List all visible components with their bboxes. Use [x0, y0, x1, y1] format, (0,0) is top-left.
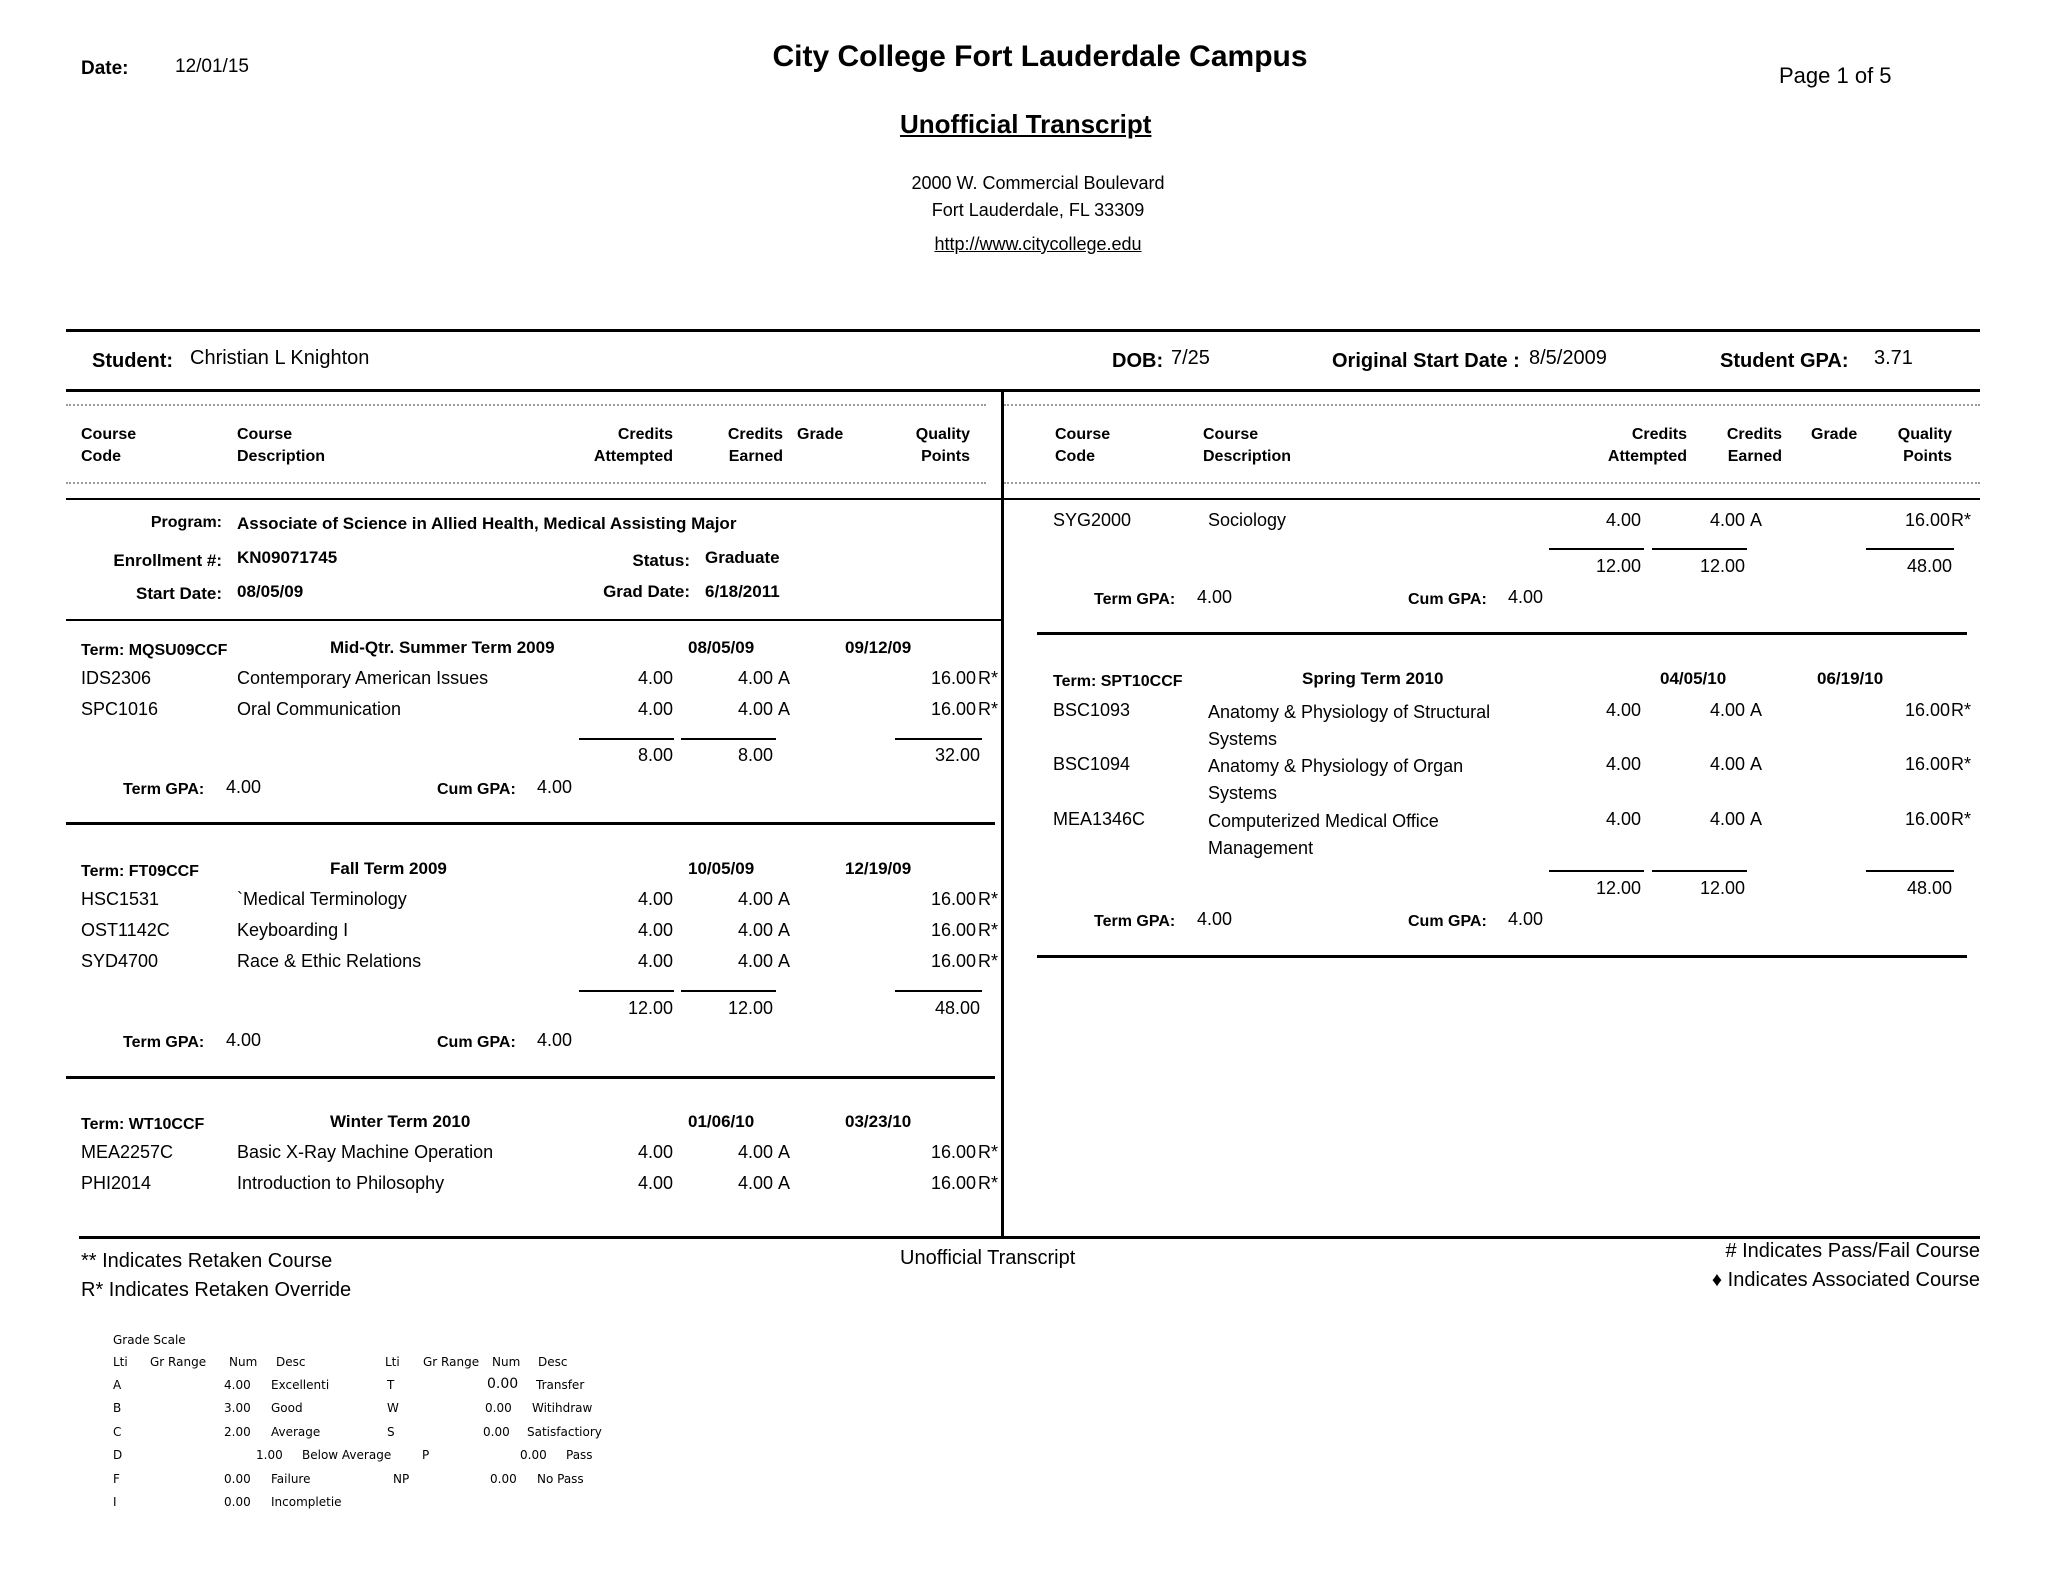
grade-desc: Witihdraw [532, 1401, 593, 1415]
grade-num: 3.00 [224, 1401, 251, 1415]
grade-num: 0.00 [224, 1472, 251, 1486]
grade-letter: D [113, 1448, 123, 1462]
course-code: OST1142C [81, 920, 170, 940]
start-date-value: 08/05/09 [237, 582, 304, 601]
col-quality-2: Points [921, 448, 970, 465]
term-gpa-value: 4.00 [1197, 909, 1233, 929]
page-indicator: Page 1 of 5 [1779, 63, 1892, 88]
total-attempted: 8.00 [637, 745, 673, 765]
col-quality-1: Quality [915, 426, 970, 443]
total-rule [895, 738, 982, 740]
col-quality-2-r: Points [1903, 448, 1952, 465]
quality-points: 16.00 [1904, 754, 1950, 774]
term-name: Spring Term 2010 [1302, 669, 1444, 688]
total-quality-points: 48.00 [1906, 878, 1952, 898]
grade-desc: Pass [566, 1448, 593, 1462]
term-separator [1037, 955, 1967, 958]
col-credits-earned-1: Credits [727, 426, 783, 443]
col-credits-earned-2-r: Earned [1727, 448, 1782, 465]
grad-date-label: Grad Date: [603, 582, 690, 601]
total-rule [1549, 870, 1644, 872]
term-separator [66, 1076, 995, 1079]
term-gpa-label: Term GPA: [1094, 591, 1176, 608]
status-label: Status: [632, 551, 690, 570]
col-course-desc-1-r: Course [1203, 426, 1259, 443]
address-line-2: Fort Lauderdale, FL 33309 [931, 200, 1145, 220]
cum-gpa-label: Cum GPA: [437, 781, 516, 798]
cum-gpa-value: 4.00 [1508, 587, 1544, 607]
credits-attempted: 4.00 [637, 699, 673, 719]
term-label: Term: MQSU09CCF [81, 642, 228, 659]
total-rule [579, 990, 674, 992]
grade-desc: Transfer [536, 1378, 585, 1392]
grade-letter: A [113, 1378, 122, 1392]
grade-scale-header-range: Gr Range [150, 1355, 207, 1369]
col-course-code-1: Course [81, 426, 137, 443]
total-earned: 12.00 [727, 998, 773, 1018]
course-code: MEA2257C [81, 1142, 174, 1162]
start-date-label: Start Date: [136, 584, 222, 603]
retake-flag: R* [978, 920, 999, 940]
retake-flag: R* [1951, 754, 1972, 774]
student-name: Christian L Knighton [190, 347, 370, 369]
credits-earned: 4.00 [737, 1173, 773, 1193]
term-name: Mid-Qtr. Summer Term 2009 [330, 638, 555, 657]
course-desc: `Medical Terminology [237, 889, 407, 909]
grade-scale-header-lti-2: Lti [385, 1355, 400, 1369]
credits-earned: 4.00 [737, 1142, 773, 1162]
total-rule [1652, 870, 1747, 872]
term-gpa-label: Term GPA: [123, 1034, 205, 1051]
col-quality-1-r: Quality [1897, 426, 1952, 443]
credits-earned: 4.00 [1709, 754, 1745, 774]
term-gpa-label: Term GPA: [1094, 913, 1176, 930]
grade-scale-header-desc-2: Desc [538, 1355, 568, 1369]
student-bar-top-rule [66, 329, 1980, 332]
col-course-desc-2: Description [237, 448, 326, 465]
address-line-1: 2000 W. Commercial Boulevard [911, 173, 1165, 193]
term-name: Fall Term 2009 [330, 859, 447, 878]
grade-letter: P [422, 1448, 430, 1462]
credits-attempted: 4.00 [637, 951, 673, 971]
total-attempted: 12.00 [1595, 556, 1641, 576]
grade-letter: C [113, 1425, 122, 1439]
term-separator [66, 822, 995, 825]
grade-desc: Excellenti [271, 1378, 330, 1392]
credits-attempted: 4.00 [1605, 809, 1641, 829]
term-gpa-value: 4.00 [226, 1030, 262, 1050]
total-attempted: 12.00 [1595, 878, 1641, 898]
dob-label: DOB: [1112, 350, 1164, 372]
term-start: 10/05/09 [688, 859, 755, 878]
term-end: 12/19/09 [845, 859, 912, 878]
original-start-label: Original Start Date : [1332, 350, 1520, 372]
program-name: Associate of Science in Allied Health, Medical Assisting Major [237, 514, 737, 533]
course-desc: Keyboarding I [237, 920, 349, 940]
retaken-override-note: R* Indicates Retaken Override [81, 1279, 352, 1301]
grade-desc: Satisfactiory [527, 1425, 602, 1439]
col-course-code-2: Code [81, 448, 121, 465]
total-rule [1549, 548, 1644, 550]
quality-points: 16.00 [930, 951, 976, 971]
grade: A [1750, 700, 1763, 720]
total-rule [579, 738, 674, 740]
total-rule [1866, 870, 1954, 872]
grad-date-value: 6/18/2011 [705, 582, 780, 601]
original-start-value: 8/5/2009 [1529, 347, 1607, 369]
term-gpa-label: Term GPA: [123, 781, 205, 798]
credits-earned: 4.00 [1709, 700, 1745, 720]
course-code: SPC1016 [81, 699, 159, 719]
col-course-desc-1: Course [237, 426, 293, 443]
credits-attempted: 4.00 [637, 1142, 673, 1162]
grade-desc: No Pass [537, 1472, 584, 1486]
total-attempted: 12.00 [627, 998, 673, 1018]
left-header-rule [66, 498, 1003, 500]
date-label: Date: [81, 58, 129, 79]
total-rule [681, 738, 776, 740]
student-bar-bottom-rule [66, 389, 1980, 392]
term-separator [1037, 632, 1967, 635]
course-desc: Contemporary American Issues [237, 668, 489, 688]
total-quality-points: 48.00 [1906, 556, 1952, 576]
grade-num: 0.00 [487, 1376, 519, 1392]
retake-flag: R* [978, 699, 999, 719]
cum-gpa-label: Cum GPA: [1408, 913, 1487, 930]
total-earned: 8.00 [737, 745, 773, 765]
col-credits-earned-2: Earned [728, 448, 783, 465]
header-dotted-rule-bottom-left [66, 482, 986, 484]
col-course-code-1-r: Course [1055, 426, 1111, 443]
grade: A [778, 951, 791, 971]
course-code: IDS2306 [81, 668, 152, 688]
right-header-rule [1003, 498, 1980, 500]
retake-flag: R* [1951, 700, 1972, 720]
quality-points: 16.00 [930, 1173, 976, 1193]
course-desc: Anatomy & Physiology of Structural [1208, 702, 1491, 722]
course-code: MEA1346C [1053, 809, 1146, 829]
term-end: 09/12/09 [845, 638, 912, 657]
column-divider [1001, 390, 1004, 1238]
course-code: BSC1094 [1053, 754, 1131, 774]
term-gpa-value: 4.00 [226, 777, 262, 797]
course-desc-cont: Management [1208, 838, 1314, 858]
course-code: HSC1531 [81, 889, 160, 909]
grade-num: 1.00 [256, 1448, 283, 1462]
course-desc: Anatomy & Physiology of Organ [1208, 756, 1464, 776]
total-quality-points: 32.00 [934, 745, 980, 765]
grade-scale-header-range-2: Gr Range [423, 1355, 480, 1369]
document-title: Unofficial Transcript [900, 109, 1152, 139]
grade-letter: S [387, 1425, 395, 1439]
grade-num: 2.00 [224, 1425, 251, 1439]
term-end: 03/23/10 [845, 1112, 912, 1131]
grade-desc: Average [271, 1425, 321, 1439]
course-code: SYD4700 [81, 951, 159, 971]
total-quality-points: 48.00 [934, 998, 980, 1018]
grade-num: 4.00 [224, 1378, 251, 1392]
col-grade: Grade [797, 426, 844, 443]
quality-points: 16.00 [930, 889, 976, 909]
course-desc: Introduction to Philosophy [237, 1173, 445, 1193]
header-dotted-rule-top-right [1004, 404, 1980, 406]
retake-flag: R* [1951, 510, 1972, 530]
col-course-code-2-r: Code [1055, 448, 1095, 465]
student-gpa-value: 3.71 [1874, 347, 1913, 369]
grade-desc: Incompletie [271, 1495, 342, 1509]
header-dotted-rule-top-left [66, 404, 986, 406]
footer-top-rule [79, 1236, 1980, 1239]
quality-points: 16.00 [1904, 809, 1950, 829]
credits-attempted: 4.00 [1605, 754, 1641, 774]
cum-gpa-label: Cum GPA: [1408, 591, 1487, 608]
grade-desc: Good [271, 1401, 303, 1415]
pass-fail-note: # Indicates Pass/Fail Course [1725, 1240, 1980, 1262]
grade-letter: T [387, 1378, 395, 1392]
grade-desc: Failure [271, 1472, 311, 1486]
grade-desc: Below Average [302, 1448, 392, 1462]
total-rule [1866, 548, 1954, 550]
credits-attempted: 4.00 [1605, 700, 1641, 720]
retake-flag: R* [1951, 809, 1972, 829]
credits-attempted: 4.00 [637, 889, 673, 909]
col-grade-r: Grade [1811, 426, 1858, 443]
grade-letter: F [113, 1472, 120, 1486]
cum-gpa-value: 4.00 [1508, 909, 1544, 929]
grade-letter: W [387, 1401, 399, 1415]
course-code: BSC1093 [1053, 700, 1131, 720]
course-code: SYG2000 [1053, 510, 1132, 530]
footer-center-title: Unofficial Transcript [900, 1247, 1076, 1269]
credits-attempted: 4.00 [637, 1173, 673, 1193]
term-start: 01/06/10 [688, 1112, 755, 1131]
program-bottom-rule [66, 619, 1003, 621]
total-rule [681, 990, 776, 992]
grade-letter: I [113, 1495, 117, 1509]
total-earned: 12.00 [1699, 556, 1745, 576]
course-code: PHI2014 [81, 1173, 152, 1193]
student-gpa-label: Student GPA: [1720, 350, 1849, 372]
course-desc-cont: Systems [1208, 783, 1278, 803]
col-credits-att-1-r: Credits [1631, 426, 1687, 443]
credits-attempted: 4.00 [1605, 510, 1641, 530]
grade: A [778, 1173, 791, 1193]
grade: A [778, 699, 791, 719]
quality-points: 16.00 [1904, 510, 1950, 530]
term-label: Term: FT09CCF [81, 863, 199, 880]
credits-earned: 4.00 [737, 668, 773, 688]
credits-earned: 4.00 [737, 889, 773, 909]
credits-attempted: 4.00 [637, 920, 673, 940]
term-start: 08/05/09 [688, 638, 755, 657]
grade: A [778, 1142, 791, 1162]
term-label: Term: WT10CCF [81, 1116, 205, 1133]
grade-scale-header-num-2: Num [492, 1355, 521, 1369]
credits-attempted: 4.00 [637, 668, 673, 688]
dob-value: 7/25 [1171, 347, 1210, 369]
term-label: Term: SPT10CCF [1053, 673, 1183, 690]
term-gpa-value: 4.00 [1197, 587, 1233, 607]
grade-letter: B [113, 1401, 122, 1415]
quality-points: 16.00 [930, 699, 976, 719]
term-end: 06/19/10 [1817, 669, 1884, 688]
grade: A [778, 920, 791, 940]
grade-scale-title: Grade Scale [113, 1333, 186, 1347]
quality-points: 16.00 [930, 668, 976, 688]
cum-gpa-value: 4.00 [537, 777, 573, 797]
grade-scale-header-desc: Desc [276, 1355, 306, 1369]
status-value: Graduate [705, 548, 780, 567]
total-earned: 12.00 [1699, 878, 1745, 898]
total-rule [1652, 548, 1747, 550]
program-label: Program: [150, 514, 222, 531]
grade: A [1750, 510, 1763, 530]
enrollment-label: Enrollment #: [113, 551, 222, 570]
credits-earned: 4.00 [1709, 809, 1745, 829]
grade: A [1750, 809, 1763, 829]
cum-gpa-value: 4.00 [537, 1030, 573, 1050]
grade-num: 0.00 [483, 1425, 510, 1439]
grade-num: 0.00 [520, 1448, 547, 1462]
course-desc: Basic X-Ray Machine Operation [237, 1142, 494, 1162]
retake-flag: R* [978, 668, 999, 688]
total-rule [895, 990, 982, 992]
retaken-course-note: ** Indicates Retaken Course [81, 1250, 333, 1272]
col-credits-earned-1-r: Credits [1726, 426, 1782, 443]
retake-flag: R* [978, 951, 999, 971]
grade-num: 0.00 [224, 1495, 251, 1509]
header-dotted-rule-bottom-right [1004, 482, 1980, 484]
grade-num: 0.00 [490, 1472, 517, 1486]
credits-earned: 4.00 [737, 920, 773, 940]
quality-points: 16.00 [930, 920, 976, 940]
enrollment-number: KN09071745 [237, 548, 338, 567]
college-name: City College Fort Lauderdale Campus [772, 40, 1308, 73]
course-desc: Oral Communication [237, 699, 402, 719]
grade-letter: NP [393, 1472, 410, 1486]
associated-course-note: ♦ Indicates Associated Course [1711, 1269, 1980, 1291]
credits-earned: 4.00 [737, 951, 773, 971]
college-website-link[interactable] [838, 234, 1238, 255]
grade: A [778, 889, 791, 909]
college-url[interactable]: http://www.citycollege.edu [934, 234, 1142, 254]
term-name: Winter Term 2010 [330, 1112, 471, 1131]
retake-flag: R* [978, 889, 999, 909]
course-desc: Computerized Medical Office [1208, 811, 1439, 831]
grade: A [778, 668, 791, 688]
term-start: 04/05/10 [1660, 669, 1727, 688]
date-value: 12/01/15 [175, 56, 249, 77]
quality-points: 16.00 [930, 1142, 976, 1162]
col-credits-att-2-r: Attempted [1607, 448, 1687, 465]
course-desc: Sociology [1208, 510, 1287, 530]
credits-earned: 4.00 [737, 699, 773, 719]
cum-gpa-label: Cum GPA: [437, 1034, 516, 1051]
course-desc-cont: Systems [1208, 729, 1278, 749]
grade-scale-header-num: Num [229, 1355, 258, 1369]
credits-earned: 4.00 [1709, 510, 1745, 530]
quality-points: 16.00 [1904, 700, 1950, 720]
col-credits-att-1: Credits [617, 426, 673, 443]
grade-num: 0.00 [485, 1401, 512, 1415]
retake-flag: R* [978, 1142, 999, 1162]
col-credits-att-2: Attempted [593, 448, 673, 465]
grade: A [1750, 754, 1763, 774]
student-label: Student: [92, 350, 174, 372]
grade-scale-header-lti: Lti [113, 1355, 128, 1369]
course-desc: Race & Ethic Relations [237, 951, 422, 971]
col-course-desc-2-r: Description [1203, 448, 1292, 465]
retake-flag: R* [978, 1173, 999, 1193]
